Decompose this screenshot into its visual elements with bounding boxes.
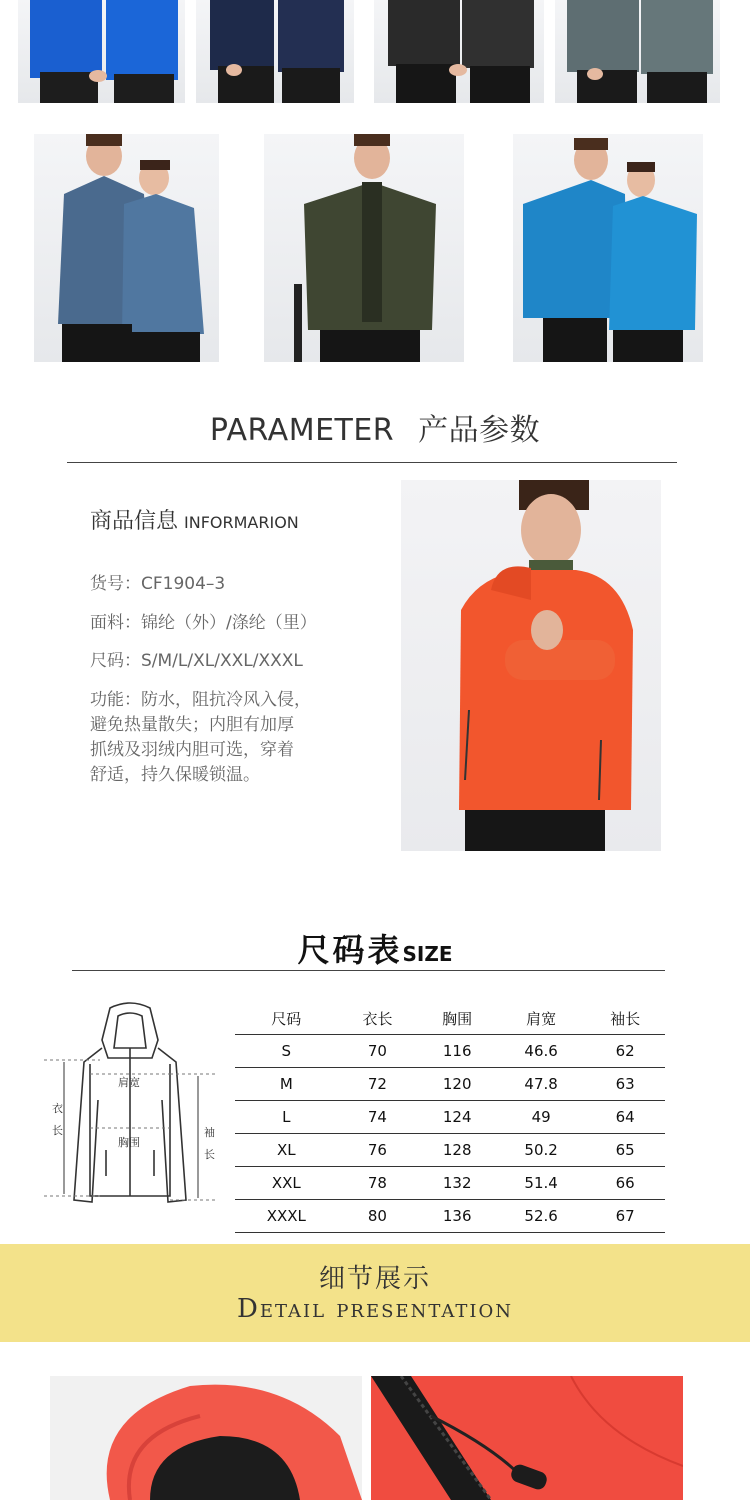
cell-chest: 128 [417, 1134, 497, 1167]
table-row [235, 1200, 665, 1233]
header-shoulder: 肩宽 [497, 1002, 585, 1035]
header-length: 衣长 [338, 1002, 418, 1035]
photo-grey-couple [555, 0, 720, 103]
diagram-sleeve-label-1: 袖 [204, 1126, 215, 1139]
cell-shoulder: 46.6 [497, 1035, 585, 1068]
cell-chest: 124 [417, 1101, 497, 1134]
cell-sleeve: 65 [585, 1134, 665, 1167]
photo-detail-hood [50, 1376, 362, 1500]
fabric-row [90, 611, 317, 635]
cell-length: 74 [338, 1101, 418, 1134]
cell-sleeve: 67 [585, 1200, 665, 1233]
size-table [235, 1002, 665, 1233]
cell-size: M [235, 1068, 338, 1101]
size-chart-divider [72, 970, 665, 971]
cell-length: 78 [338, 1167, 418, 1200]
cell-sleeve: 63 [585, 1068, 665, 1101]
size-table-header [235, 1002, 665, 1035]
table-row [235, 1167, 665, 1200]
cell-length: 80 [338, 1200, 418, 1233]
cell-size: S [235, 1035, 338, 1068]
function-line: 抓绒及羽绒内胆可选，穿着 [90, 740, 294, 760]
cell-chest: 132 [417, 1167, 497, 1200]
size-label: 尺码： [90, 651, 141, 671]
function-line: 舒适，持久保暖锁温。 [90, 765, 260, 785]
cell-chest: 136 [417, 1200, 497, 1233]
cell-chest: 116 [417, 1035, 497, 1068]
detail-banner [0, 1244, 750, 1342]
cell-length: 76 [338, 1134, 418, 1167]
parameter-divider [67, 462, 677, 463]
photo-orange-jacket-model [401, 480, 661, 851]
photo-royal-blue-couple [18, 0, 185, 103]
diagram-shoulder-label: 肩宽 [118, 1076, 140, 1089]
photo-black-couple [374, 0, 544, 103]
fabric-label: 面料： [90, 613, 141, 633]
info-heading-cn: 商品信息 [90, 509, 179, 534]
table-row [235, 1134, 665, 1167]
diagram-sleeve-label-2: 长 [204, 1148, 215, 1161]
photo-navy-couple [196, 0, 354, 103]
header-chest: 胸围 [417, 1002, 497, 1035]
function-description [90, 688, 340, 788]
parameter-title [0, 405, 750, 449]
cell-sleeve: 66 [585, 1167, 665, 1200]
cell-chest: 120 [417, 1068, 497, 1101]
cell-size: XXXL [235, 1200, 338, 1233]
table-row [235, 1068, 665, 1101]
fabric-value: 锦纶（外）/涤纶（里） [141, 613, 317, 633]
size-chart-title-cn: 尺码表 [297, 931, 403, 969]
cell-length: 72 [338, 1068, 418, 1101]
parameter-title-en: PARAMETER [209, 413, 395, 448]
diagram-length-label-2: 长 [52, 1124, 63, 1137]
function-line: 功能：防水，阻抗冷风入侵， [90, 690, 311, 710]
info-heading [90, 504, 299, 535]
header-sleeve: 袖长 [585, 1002, 665, 1035]
photo-steel-blue-couple [34, 134, 219, 362]
cell-size: XL [235, 1134, 338, 1167]
cell-shoulder: 52.6 [497, 1200, 585, 1233]
diagram-chest-label: 胸围 [118, 1136, 140, 1149]
parameter-title-cn: 产品参数 [418, 413, 541, 448]
photo-sky-blue-couple [513, 134, 703, 362]
sku-row [90, 572, 225, 596]
sku-label: 货号： [90, 574, 141, 594]
function-line: 避免热量散失；内胆有加厚 [90, 715, 294, 735]
jacket-measurement-diagram [40, 1000, 220, 1215]
sku-value: CF1904–3 [141, 574, 226, 594]
diagram-length-label-1: 衣 [52, 1102, 63, 1115]
size-chart-title [0, 925, 750, 971]
table-row [235, 1035, 665, 1068]
detail-title-cn: 细节展示 [318, 1264, 431, 1294]
cell-shoulder: 47.8 [497, 1068, 585, 1101]
cell-shoulder: 49 [497, 1101, 585, 1134]
cell-length: 70 [338, 1035, 418, 1068]
cell-sleeve: 62 [585, 1035, 665, 1068]
cell-shoulder: 50.2 [497, 1134, 585, 1167]
cell-size: L [235, 1101, 338, 1134]
photo-olive-man [264, 134, 464, 362]
info-heading-en: INFORMARION [184, 513, 299, 532]
cell-shoulder: 51.4 [497, 1167, 585, 1200]
header-size: 尺码 [235, 1002, 338, 1035]
detail-title-en: Detail presentation [236, 1294, 514, 1324]
photo-detail-zipper [371, 1376, 683, 1500]
cell-size: XXL [235, 1167, 338, 1200]
table-row [235, 1101, 665, 1134]
size-chart-title-en: SIZE [402, 942, 453, 966]
size-value: S/M/L/XL/XXL/XXXL [141, 651, 303, 671]
cell-sleeve: 64 [585, 1101, 665, 1134]
size-row [90, 649, 303, 673]
